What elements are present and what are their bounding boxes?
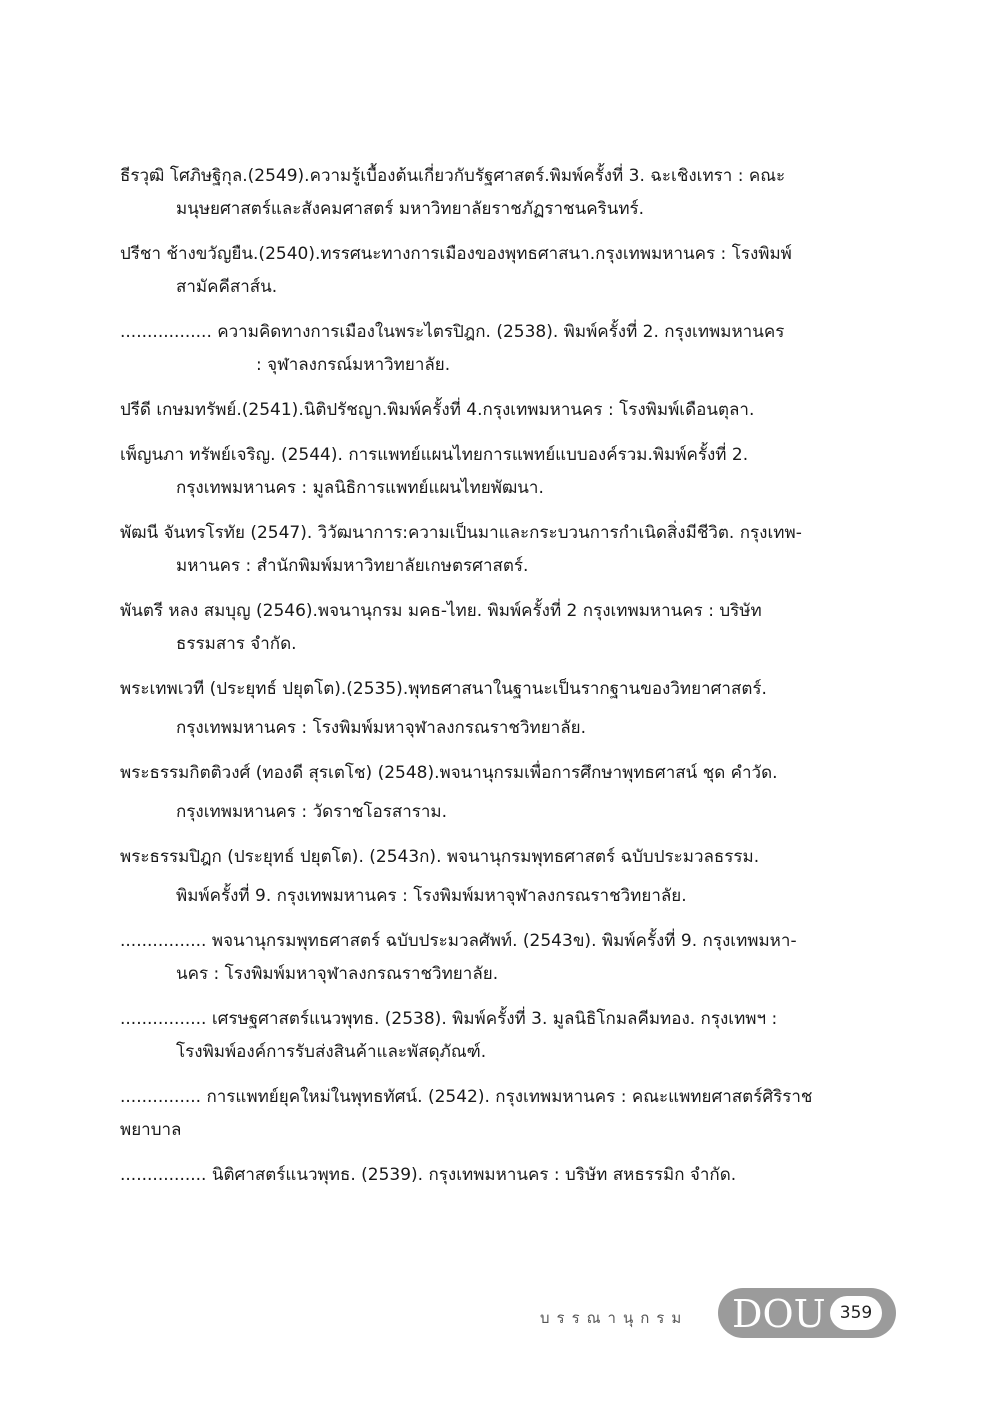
reference-line: เพ็ญนภา ทรัพย์เจริญ. (2544). การแพทย์แผนไทยการแพทย์แบบองค์รวม.พิมพ์ครั้งที่ 2. [120,445,749,465]
reference-entry [120,1159,900,1192]
reference-line: พัฒนี จันทรโรทัย (2547). วิวัฒนาการ:ความเป็นมาและกระบวนการกำเนิดสิ่งมีชีวิต. กรุงเทพ- [120,523,802,543]
reference-line: ธีรวุฒิ โศภิษฐิกุล.(2549).ความรู้เบื้องต้นเกี่ยวกับรัฐศาสตร์.พิมพ์ครั้งที่ 3. ฉะเชิงเทรา : คณะ [120,166,786,186]
dou-badge [718,1288,896,1338]
reference-continuation: กรุงเทพมหานคร : มูลนิธิการแพทย์แผนไทยพัฒนา. [176,478,544,498]
page-footer [540,1288,900,1348]
reference-line: พระเทพเวที (ประยุทธ์ ปยุตโต).(2535).พุทธศาสนาในฐานะเป็นรากฐานของวิทยาศาสตร์. [120,679,767,699]
reference-continuation: กรุงเทพมหานคร : วัดราชโอรสาราม. [176,802,448,822]
reference-entry [120,316,900,382]
reference-line: ................ เศรษฐศาสตร์แนวพุทธ. (2538). พิมพ์ครั้งที่ 3. มูลนิธิโกมลคีมทอง. กรุงเทพฯ : [120,1009,778,1029]
reference-continuation: นคร : โรงพิมพ์มหาจุฬาลงกรณราชวิทยาลัย. [176,964,499,984]
reference-entry [120,841,900,913]
reference-entry [120,595,900,661]
reference-line: พระธรรมกิตติวงศ์ (ทองดี สุรเตโช) (2548).พจนานุกรมเพื่อการศึกษาพุทธศาสน์ ชุด คำวัด. [120,763,778,783]
reference-line: พันตรี หลง สมบุญ (2546).พจนานุกรม มคธ-ไทย. พิมพ์ครั้งที่ 2 กรุงเทพมหานคร : บริษัท [120,601,762,621]
reference-entry [120,517,900,583]
reference-line: พระธรรมปิฎก (ประยุทธ์ ปยุตโต). (2543ก). พจนานุกรมพุทธศาสตร์ ฉบับประมวลธรรม. [120,847,760,867]
reference-entry [120,238,900,304]
reference-continuation: โรงพิมพ์องค์การรับส่งสินค้าและพัสดุภัณฑ์. [176,1042,487,1062]
reference-continuation: มนุษยศาสตร์และสังคมศาสตร์ มหาวิทยาลัยราชภัฏราชนครินทร์. [176,199,645,219]
reference-entry [120,1003,900,1069]
reference-continuation: พยาบาล [120,1120,182,1140]
reference-continuation: ธรรมสาร จำกัด. [176,634,297,654]
reference-entry [120,673,900,745]
reference-entry [120,757,900,829]
reference-line: ............... การแพทย์ยุคใหม่ในพุทธทัศน์. (2542). กรุงเทพมหานคร : คณะแพทยศาสตร์ศิริราช [120,1087,813,1107]
bibliography-list [120,160,900,1204]
section-label: บรรณานุกรม [540,1309,689,1327]
dou-logo: DOU [732,1292,826,1336]
reference-entry [120,439,900,505]
reference-entry [120,1081,900,1147]
reference-continuation: : จุฬาลงกรณ์มหาวิทยาลัย. [256,355,451,375]
reference-entry [120,394,900,427]
reference-line: ................. ความคิดทางการเมืองในพระไตรปิฎก. (2538). พิมพ์ครั้งที่ 2. กรุงเทพมหานคร [120,322,785,342]
reference-continuation: สามัคคีสาส์น. [176,277,278,297]
reference-continuation: พิมพ์ครั้งที่ 9. กรุงเทพมหานคร : โรงพิมพ์มหาจุฬาลงกรณราชวิทยาลัย. [176,886,687,906]
reference-entry [120,925,900,991]
reference-line: ปรีดี เกษมทรัพย์.(2541).นิติปรัชญา.พิมพ์ครั้งที่ 4.กรุงเทพมหานคร : โรงพิมพ์เดือนตุลา. [120,400,755,420]
reference-line: ................ พจนานุกรมพุทธศาสตร์ ฉบับประมวลศัพท์. (2543ข). พิมพ์ครั้งที่ 9. กรุงเทพมหา- [120,931,797,951]
reference-line: ปรีชา ช้างขวัญยืน.(2540).ทรรศนะทางการเมืองของพุทธศาสนา.กรุงเทพมหานคร : โรงพิมพ์ [120,244,792,264]
reference-continuation: มหานคร : สำนักพิมพ์มหาวิทยาลัยเกษตรศาสตร์. [176,556,529,576]
reference-continuation: กรุงเทพมหานคร : โรงพิมพ์มหาจุฬาลงกรณราชวิทยาลัย. [176,718,587,738]
page-number: 359 [830,1296,882,1330]
reference-entry [120,160,900,226]
reference-line: ................ นิติศาสตร์แนวพุทธ. (2539). กรุงเทพมหานคร : บริษัท สหธรรมิก จำกัด. [120,1165,737,1185]
